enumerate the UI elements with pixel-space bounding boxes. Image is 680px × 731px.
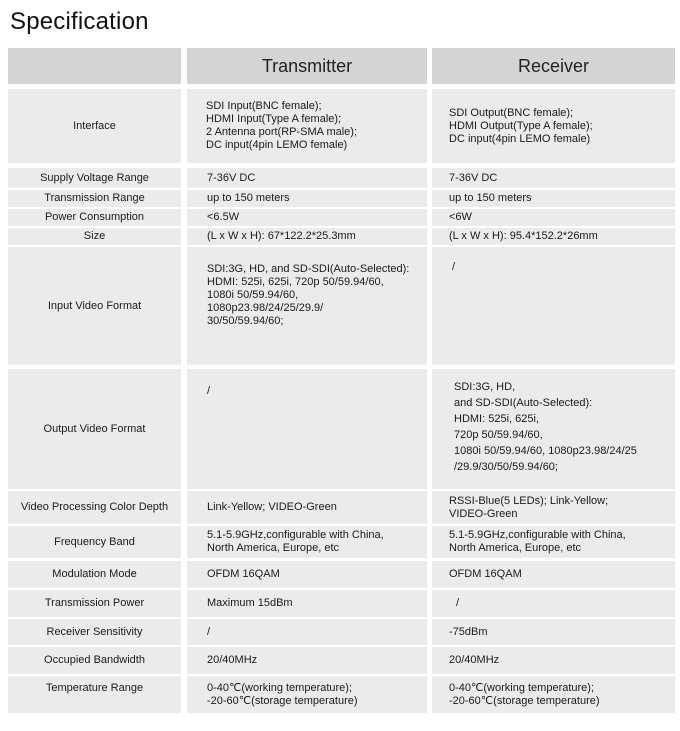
spec-label: Interface xyxy=(8,89,181,163)
spec-label: Temperature Range xyxy=(8,676,181,713)
spec-rx-value: 7-36V DC xyxy=(432,168,675,188)
spec-label: Transmission Range xyxy=(8,190,181,207)
spec-rx-value: SDI Output(BNC female); HDMI Output(Type A female); DC input(4pin LEMO female) xyxy=(432,89,675,163)
spec-rx-value: OFDM 16QAM xyxy=(432,561,675,588)
spec-tx-value: up to 150 meters xyxy=(187,190,427,207)
header-transmitter: Transmitter xyxy=(187,48,427,84)
page-title: Specification xyxy=(10,8,149,35)
spec-label: Receiver Sensitivity xyxy=(8,619,181,645)
spec-tx-value: 5.1-5.9GHz,configurable with China, North America, Europe, etc xyxy=(187,526,427,558)
spec-tx-value: 0-40℃(working temperature); -20-60℃(storage temperature) xyxy=(187,676,427,713)
spec-tx-value: 20/40MHz xyxy=(187,647,427,674)
spec-tx-value: <6.5W xyxy=(187,209,427,226)
spec-tx-value: SDI:3G, HD, and SD-SDI(Auto-Selected): HDMI: 525i, 625i, 720p 50/59.94/60, 1080i 50/59.94/60, 1080p23.98/24/25/29.9/ 30/50/59.94/60; xyxy=(187,247,427,365)
spec-rx-value: -75dBm xyxy=(432,619,675,645)
spec-label: Modulation Mode xyxy=(8,561,181,588)
spec-rx-value: 20/40MHz xyxy=(432,647,675,674)
spec-tx-value: OFDM 16QAM xyxy=(187,561,427,588)
spec-label: Frequency Band xyxy=(8,526,181,558)
spec-rx-value: SDI:3G, HD, and SD-SDI(Auto-Selected): HDMI: 525i, 625i, 720p 50/59.94/60, 1080i 50/59.94/60, 1080p23.98/24/25 /29.9/30/50/59.94/60; xyxy=(432,369,675,489)
spec-label: Video Processing Color Depth xyxy=(8,491,181,524)
spec-label: Size xyxy=(8,228,181,245)
header-blank-cell xyxy=(8,48,181,84)
spec-tx-value: SDI Input(BNC female); HDMI Input(Type A female); 2 Antenna port(RP-SMA male); DC input(4pin LEMO female) xyxy=(187,89,427,163)
spec-rx-value: 0-40℃(working temperature); -20-60℃(storage temperature) xyxy=(432,676,675,713)
spec-label: Power Consumption xyxy=(8,209,181,226)
spec-rx-value: <6W xyxy=(432,209,675,226)
spec-label: Output Video Format xyxy=(8,369,181,489)
spec-rx-value: / xyxy=(432,247,675,365)
spec-rx-value: up to 150 meters xyxy=(432,190,675,207)
spec-rx-value: RSSI-Blue(5 LEDs); Link-Yellow; VIDEO-Green xyxy=(432,491,675,524)
spec-rx-value: / xyxy=(432,590,675,617)
header-receiver: Receiver xyxy=(432,48,675,84)
spec-label: Supply Voltage Range xyxy=(8,168,181,188)
spec-tx-value: 7-36V DC xyxy=(187,168,427,188)
spec-tx-value: Link-Yellow; VIDEO-Green xyxy=(187,491,427,524)
spec-label: Occupied Bandwidth xyxy=(8,647,181,674)
spec-label: Transmission Power xyxy=(8,590,181,617)
spec-tx-value: Maximum 15dBm xyxy=(187,590,427,617)
spec-label: Input Video Format xyxy=(8,247,181,365)
spec-tx-value: / xyxy=(187,369,427,489)
spec-tx-value: (L x W x H): 67*122.2*25.3mm xyxy=(187,228,427,245)
spec-rx-value: (L x W x H): 95.4*152.2*26mm xyxy=(432,228,675,245)
spec-rx-value: 5.1-5.9GHz,configurable with China, North America, Europe, etc xyxy=(432,526,675,558)
spec-tx-value: / xyxy=(187,619,427,645)
